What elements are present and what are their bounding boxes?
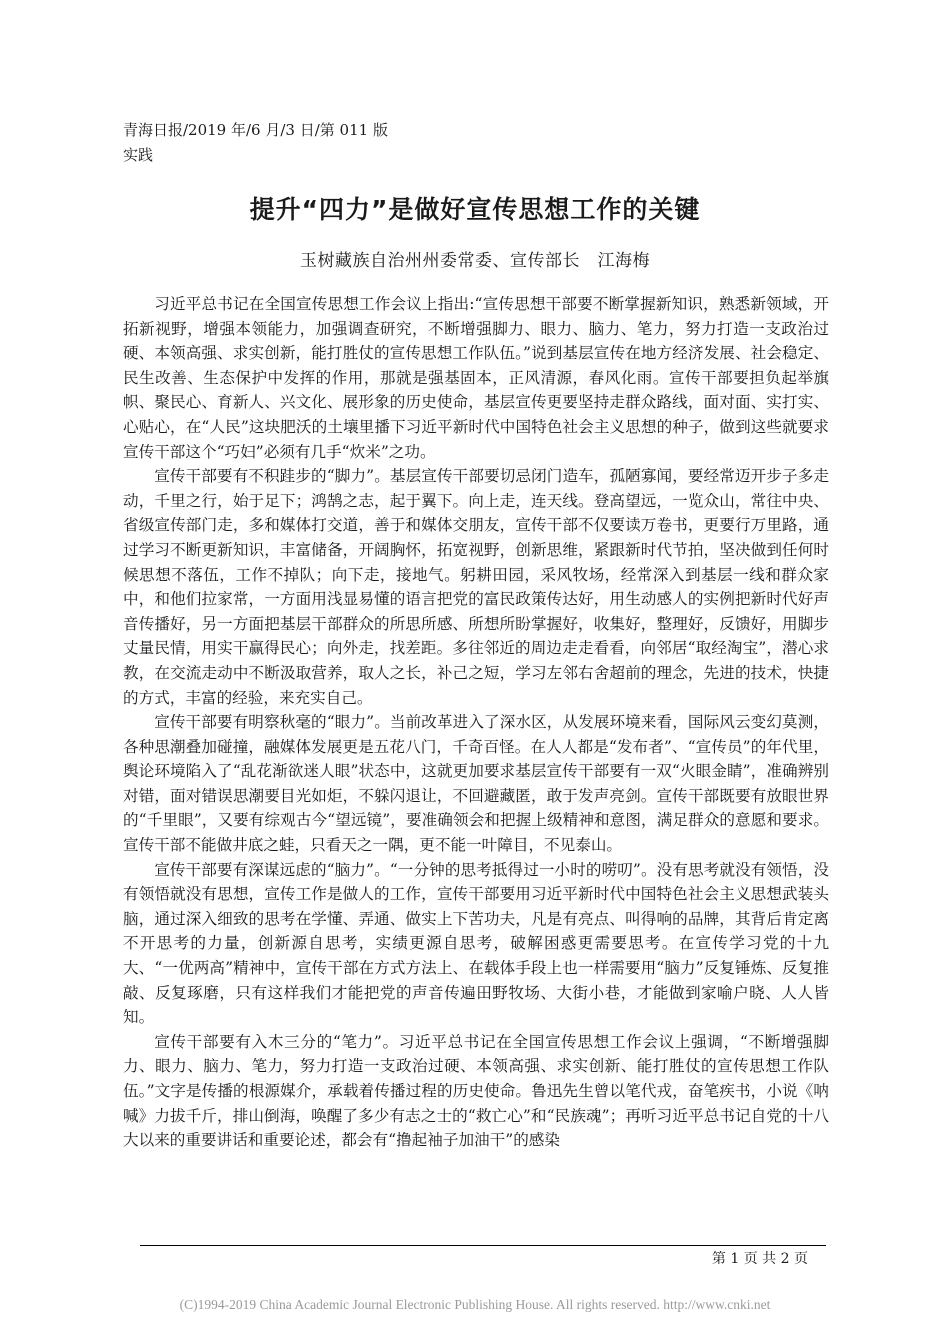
article-byline: 玉树藏族自治州州委常委、宣传部长 江海梅 <box>300 251 650 271</box>
copyright-watermark: (C)1994-2019 China Academic Journal Electronic Publishing House. All rights reserved. http://www.cnki.net <box>179 1297 771 1312</box>
paragraph: 习近平总书记在全国宣传思想工作会议上指出:“宣传思想干部要不断掌握新知识，熟悉新领域，开拓新视野，增强本领能力，加强调查研究，不断增强脚力、眼力、脑力、笔力，努力打造一支政治过硬、本领高强、求实创新，能打胜仗的宣传思想工作队伍。”说到基层宣传在地方经济发展、社会稳定、民生改善、生态保护中发挥的作用，那就是强基固本，正风清源，春风化雨。宣传干部要担负起举旗帜、聚民心、育新人、兴文化、展形象的历史使命，基层宣传更要坚持走群众路线，面对面、实打实、心贴心，在“人民”这块肥沃的土壤里播下习近平新时代中国特色社会主义思想的种子，做到这些就要求宣传干部这个“巧妇”必须有几手“炊米”之功。 <box>123 295 829 461</box>
paragraph: 宣传干部要有深谋远虑的“脑力”。“一分钟的思考抵得过一小时的唠叨”。没有思考就没有领悟，没有领悟就没有思想，宣传工作是做人的工作，宣传干部要用习近平新时代中国特色社会主义思想武装头脑，通过深入细致的思考在学懂、弄通、做实上下苦功夫，凡是有亮点、叫得响的品牌，其背后肯定离不开思考的力量，创新源自思考，实绩更源自思考，破解困惑更需要思考。在宣传学习党的十九大、“一优两高”精神中，宣传干部在方式方法上、在载体手段上也一样需要用“脑力”反复锤炼、反复推敲、反复琢磨，只有这样我们才能把党的声音传遍田野牧场、大街小巷，才能做到家喻户晓、人人皆知。 <box>123 860 829 1027</box>
source-line: 青海日报/2019 年/6 月/3 日/第 011 版 <box>123 121 388 139</box>
article-body <box>123 292 829 1153</box>
page-indicator: 第 1 页 共 2 页 <box>711 1251 808 1267</box>
footer-divider <box>140 1245 826 1246</box>
column-name: 实践 <box>123 146 154 164</box>
paragraph: 宣传干部要有入木三分的“笔力”。习近平总书记在全国宣传思想工作会议上强调，“不断增强脚力、眼力、脑力、笔力，努力打造一支政治过硬、本领高强、求实创新、能打胜仗的宣传思想工作队伍。”文字是传播的根源媒介，承载着传播过程的历史使命。鲁迅先生曾以笔代戎，奋笔疾书，小说《呐喊》力拔千斤，排山倒海，唤醒了多少有志之士的“救亡心”和“民族魂”；再听习近平总书记自党的十八大以来的重要讲话和重要论述，都会有“撸起袖子加油干”的感染 <box>123 1032 829 1150</box>
article-meta <box>123 118 388 168</box>
paragraph: 宣传干部要有明察秋毫的“眼力”。当前改革进入了深水区，从发展环境来看，国际风云变幻莫测，各种思潮叠加碰撞，融媒体发展更是五花八门，千奇百怪。在人人都是“发布者”、“宣传员”的年代里，舆论环境陷入了“乱花渐欲迷人眼”状态中，这就更加要求基层宣传干部要有一双“火眼金睛”，准确辨别对错，面对错误思潮要目光如炬，不躲闪退让，不回避藏匿，敢于发声亮剑。宣传干部既要有放眼世界的“千里眼”，又要有综观古今“望远镜”，要准确领会和把握上级精神和意图，满足群众的意愿和要求。宣传干部不能做井底之蛙，只看天之一隅，更不能一叶障目，不见泰山。 <box>123 713 829 855</box>
article-title: 提升“四力”是做好宣传思想工作的关键 <box>249 195 701 224</box>
paragraph: 宣传干部要有不积跬步的“脚力”。基层宣传干部要切忌闭门造车，孤陋寡闻，要经常迈开步子多走动，千里之行，始于足下；鸿鹄之志，起于翼下。向上走，连天线。登高望远，一览众山，常往中央、省级宣传部门走，多和媒体打交道，善于和媒体交朋友，宣传干部不仅要读万卷书，更要行万里路，通过学习不断更新知识，丰富储备，开阔胸怀，拓宽视野，创新思维，紧跟新时代节拍，坚决做到任何时候思想不落伍，工作不掉队；向下走，接地气。躬耕田园，采风牧场，经常深入到基层一线和群众家中，和他们拉家常，一方面用浅显易懂的语言把党的富民政策传达好，用生动感人的实例把新时代好声音传播好，另一方面把基层干部群众的所思所感、所想所盼掌握好，收集好，整理好，反馈好，用脚步丈量民情，用实干赢得民心；向外走，找差距。多往邻近的周边走走看看，向邻居“取经淘宝”，潜心求教，在交流走动中不断汲取营养，取人之长，补己之短，学习左邻右舍超前的理念，先进的技术，快捷的方式，丰富的经验，来充实自己。 <box>123 467 829 707</box>
